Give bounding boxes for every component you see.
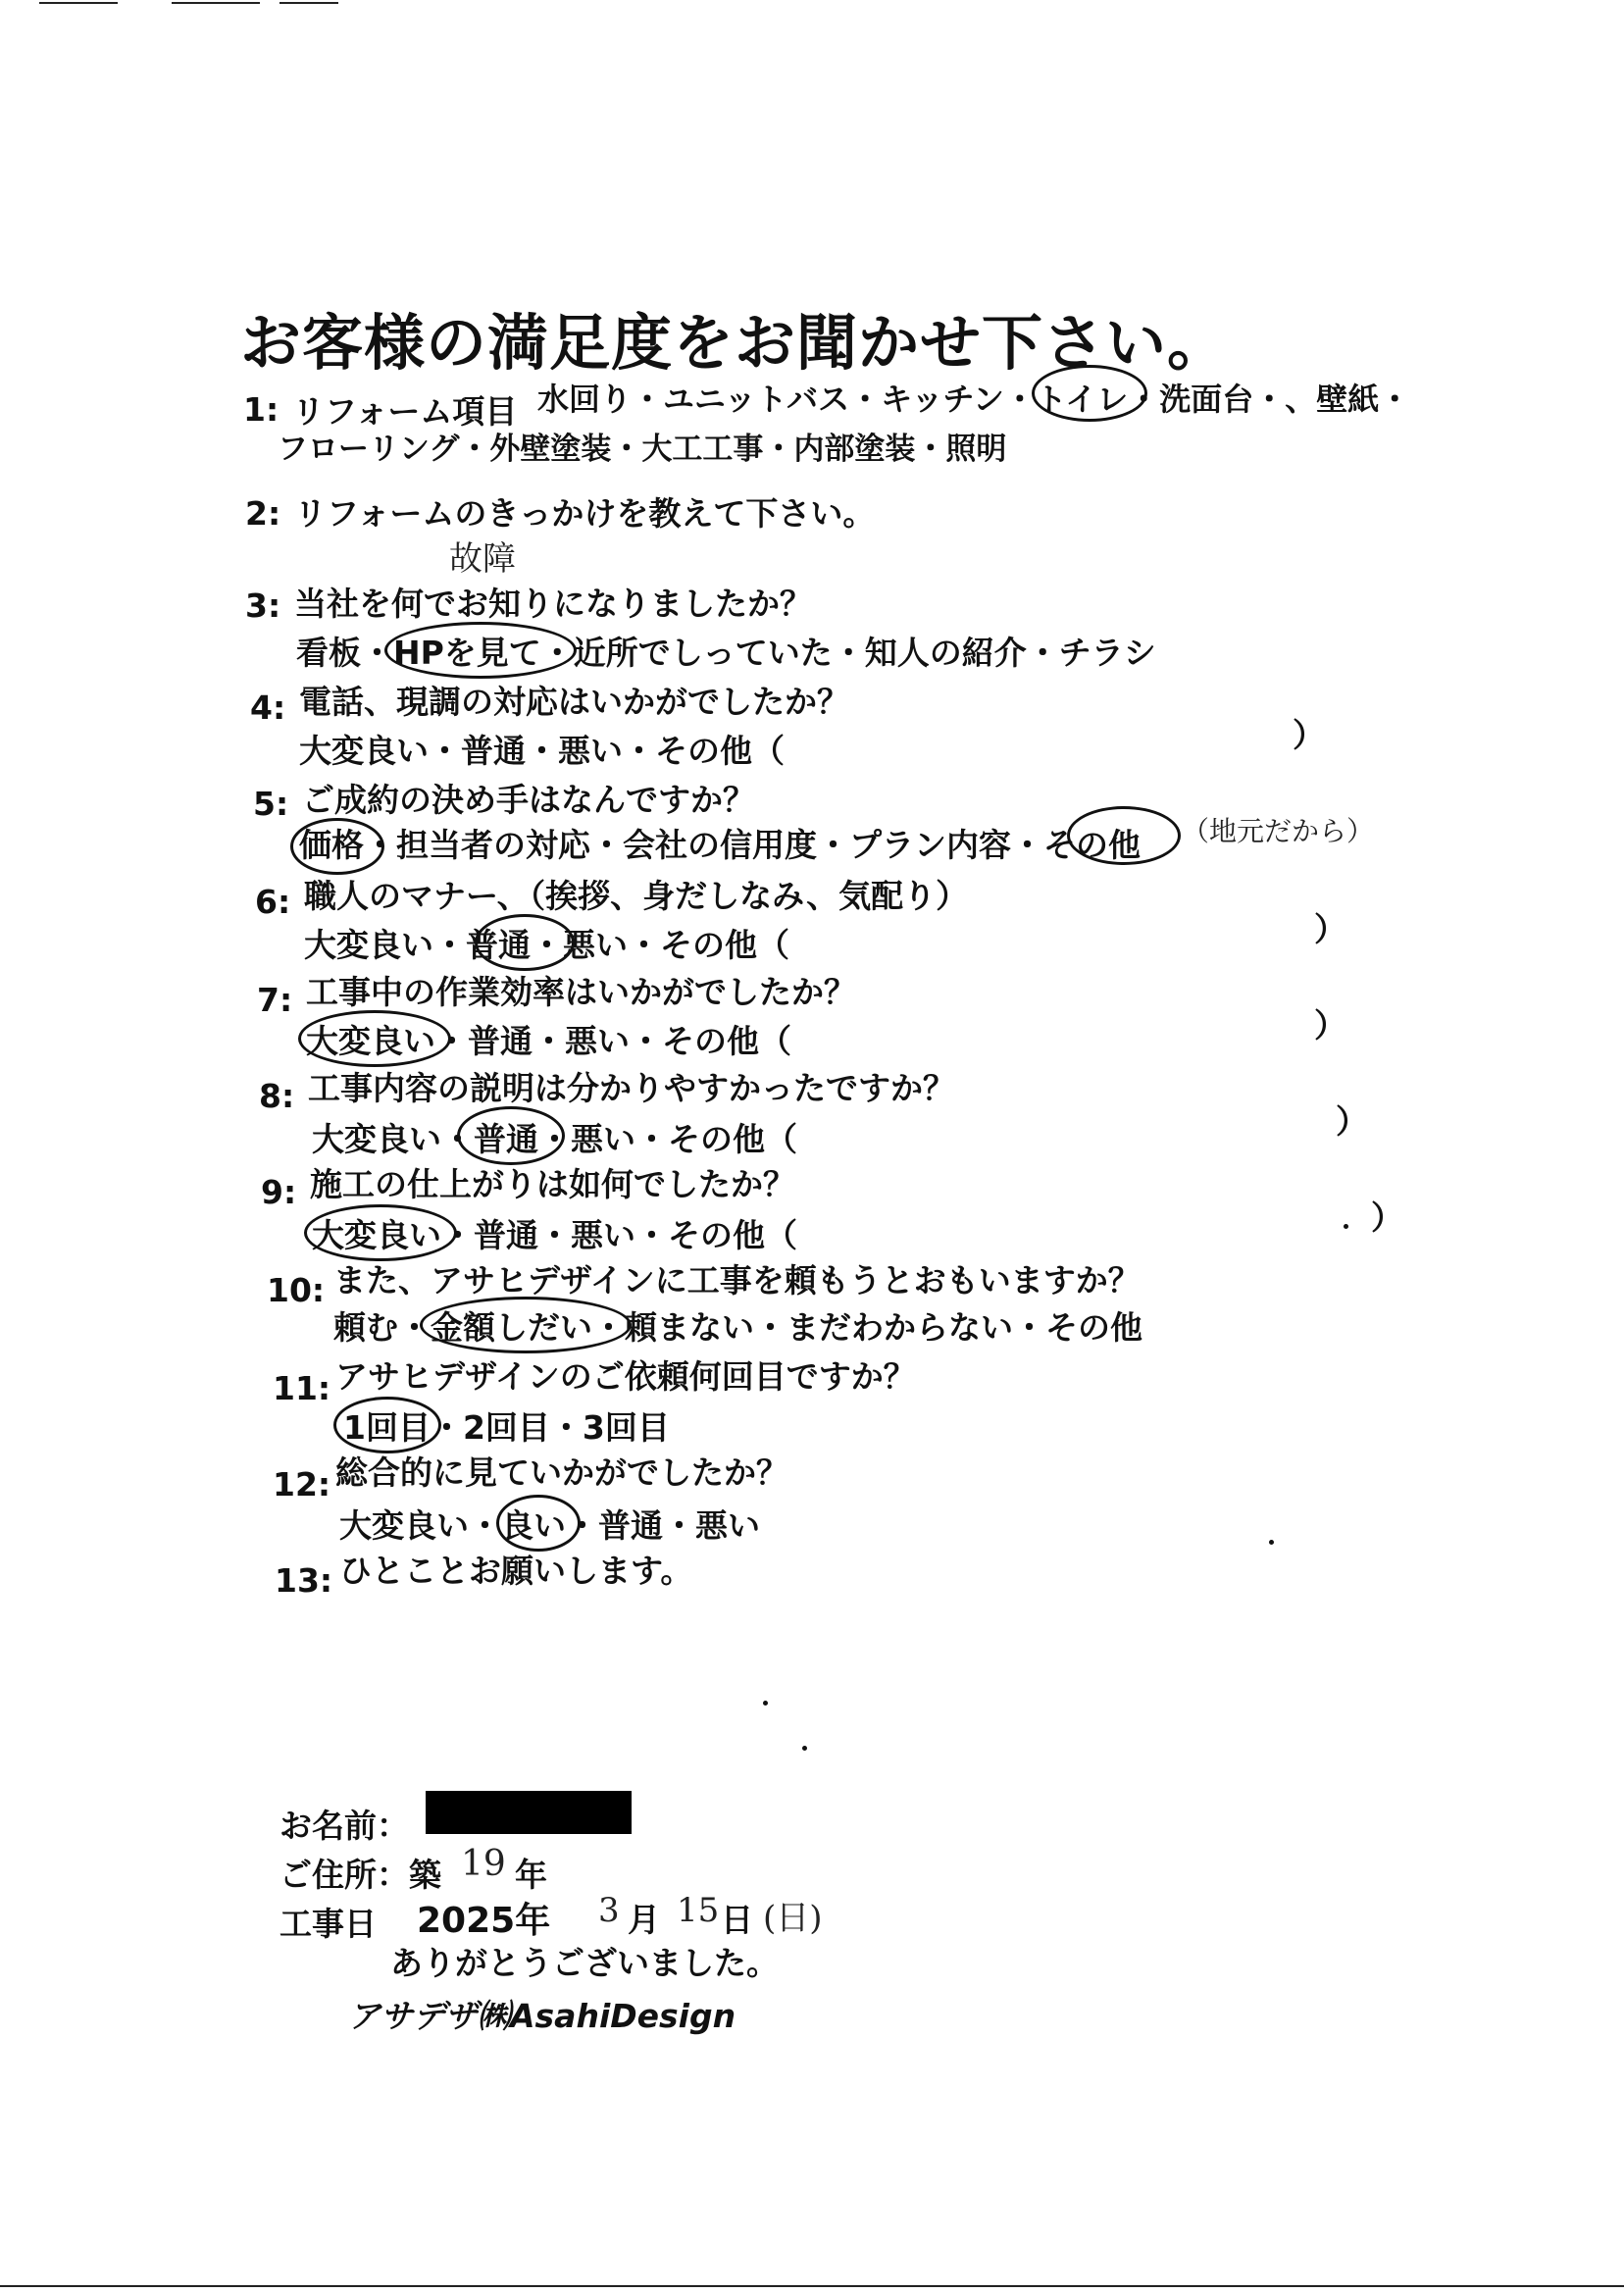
q5-options: 価格・担当者の対応・会社の信用度・プラン内容・その他	[299, 826, 1141, 864]
q11-number: 11:	[273, 1369, 331, 1407]
q8-options: 大変良い・普通・悪い・その他（	[312, 1120, 797, 1158]
q1-label: リフォーム項目	[292, 392, 518, 431]
q1-options-line2: フローリング・外壁塗装・大工工事・内部塗装・照明	[278, 432, 1007, 467]
q7-options: 大変良い・普通・悪い・その他（	[306, 1022, 791, 1060]
q8-number: 8:	[259, 1077, 295, 1115]
scan-speck	[1344, 1224, 1348, 1229]
construction-day: 15	[677, 1891, 720, 1930]
answer-circle-toilet	[1032, 365, 1147, 422]
q1-options-line1: 水回り・ユニットバス・キッチン・トイレ・洗面台・、壁紙・	[537, 381, 1411, 418]
q1-number: 1:	[243, 390, 279, 429]
scan-mark	[279, 2, 338, 4]
q10-number: 10:	[267, 1271, 326, 1309]
construction-date-label: 工事日	[279, 1905, 377, 1943]
q5-question: ご成約の決め手はなんですか？	[302, 781, 755, 819]
scan-speck	[802, 1746, 807, 1751]
page-title: お客様の満足度をお聞かせ下さい。	[240, 307, 1230, 379]
q9-number: 9:	[261, 1173, 297, 1211]
scan-speck	[763, 1701, 768, 1706]
q8-close-paren: ）	[1336, 1102, 1368, 1141]
construction-day-label: 日	[721, 1901, 753, 1939]
scan-mark	[172, 2, 260, 4]
q10-question: また、アサヒデザインに工事を頼もうとおもいますか？	[333, 1261, 1141, 1299]
construction-year: 2025年	[417, 1901, 551, 1941]
answer-circle-other	[1067, 806, 1181, 865]
q12-question: 総合的に見ていかがでしたか？	[335, 1453, 788, 1492]
q2-question: リフォームのきっかけを教えて下さい。	[294, 494, 876, 533]
q9-close-paren: ）	[1371, 1198, 1403, 1237]
answer-circle-good	[496, 1495, 581, 1552]
construction-month-label: 月	[628, 1901, 660, 1939]
q8-question: 工事内容の説明は分かりやすかったですか？	[308, 1069, 955, 1107]
building-age-value: 19	[461, 1844, 506, 1884]
building-age-suffix: 年	[515, 1856, 547, 1894]
answer-circle-very-good-q7	[298, 1010, 451, 1067]
answer-circle-depends-on-price	[420, 1297, 632, 1353]
redacted-name	[426, 1791, 632, 1834]
q3-question: 当社を何でお知りになりましたか？	[294, 585, 812, 623]
q3-options: 看板・HPを見て・近所でしっていた・知人の紹介・チラシ	[296, 634, 1156, 672]
construction-weekday: (日)	[763, 1899, 823, 1938]
q11-question: アサヒデザインのご依頼何回目ですか？	[335, 1357, 916, 1396]
scan-edge	[0, 2285, 1624, 2287]
scan-speck	[1269, 1540, 1274, 1545]
q6-options: 大変良い・普通・悪い・その他（	[304, 926, 789, 964]
q7-number: 7:	[257, 981, 293, 1019]
q4-options: 大変良い・普通・悪い・その他（	[299, 732, 785, 770]
q6-close-paren: ）	[1314, 910, 1346, 948]
answer-circle-normal-q6	[475, 914, 575, 971]
q4-close-paren: ）	[1293, 716, 1325, 754]
answer-circle-first-time	[333, 1397, 441, 1453]
scan-mark	[39, 2, 118, 4]
q7-question: 工事中の作業効率はいかがでしたか？	[306, 973, 856, 1011]
q13-number: 13:	[275, 1561, 333, 1600]
q5-note: （地元だから）	[1182, 815, 1375, 847]
answer-circle-very-good-q9	[304, 1204, 457, 1261]
answer-circle-normal-q8	[457, 1106, 565, 1165]
thanks-message: ありがとうございました。	[390, 1944, 779, 1982]
q2-number: 2:	[245, 494, 281, 533]
construction-month: 3	[598, 1891, 620, 1930]
q4-question: 電話、現調の対応はいかがでしたか？	[299, 683, 849, 721]
q9-question: 施工の仕上がりは如何でしたか？	[310, 1165, 795, 1203]
answer-circle-hp	[384, 622, 577, 679]
q10-options: 頼む・金額しだい・頼まない・まだわからない・その他	[333, 1308, 1142, 1347]
q12-options: 大変良い・良い・普通・悪い	[339, 1506, 760, 1545]
address-label: ご住所：築	[279, 1856, 441, 1894]
q7-close-paren: ）	[1314, 1006, 1346, 1045]
q11-options: 1回目・2回目・3回目	[343, 1408, 670, 1447]
answer-circle-price	[290, 818, 384, 875]
q9-options: 大変良い・普通・悪い・その他（	[312, 1216, 797, 1254]
q5-number: 5:	[253, 785, 289, 823]
company-name: アサデザ㈱AsahiDesign	[348, 1997, 736, 2035]
q13-question: ひとことお願いします。	[339, 1552, 693, 1590]
q4-number: 4:	[250, 688, 286, 727]
q3-number: 3:	[245, 586, 281, 625]
q6-number: 6:	[255, 883, 291, 921]
q2-handwritten-answer: 故障	[449, 539, 516, 579]
q6-question: 職人のマナー、（挨拶、身だしなみ、気配り）	[304, 877, 969, 915]
q12-number: 12:	[273, 1465, 331, 1503]
name-label: お名前：	[279, 1807, 409, 1845]
